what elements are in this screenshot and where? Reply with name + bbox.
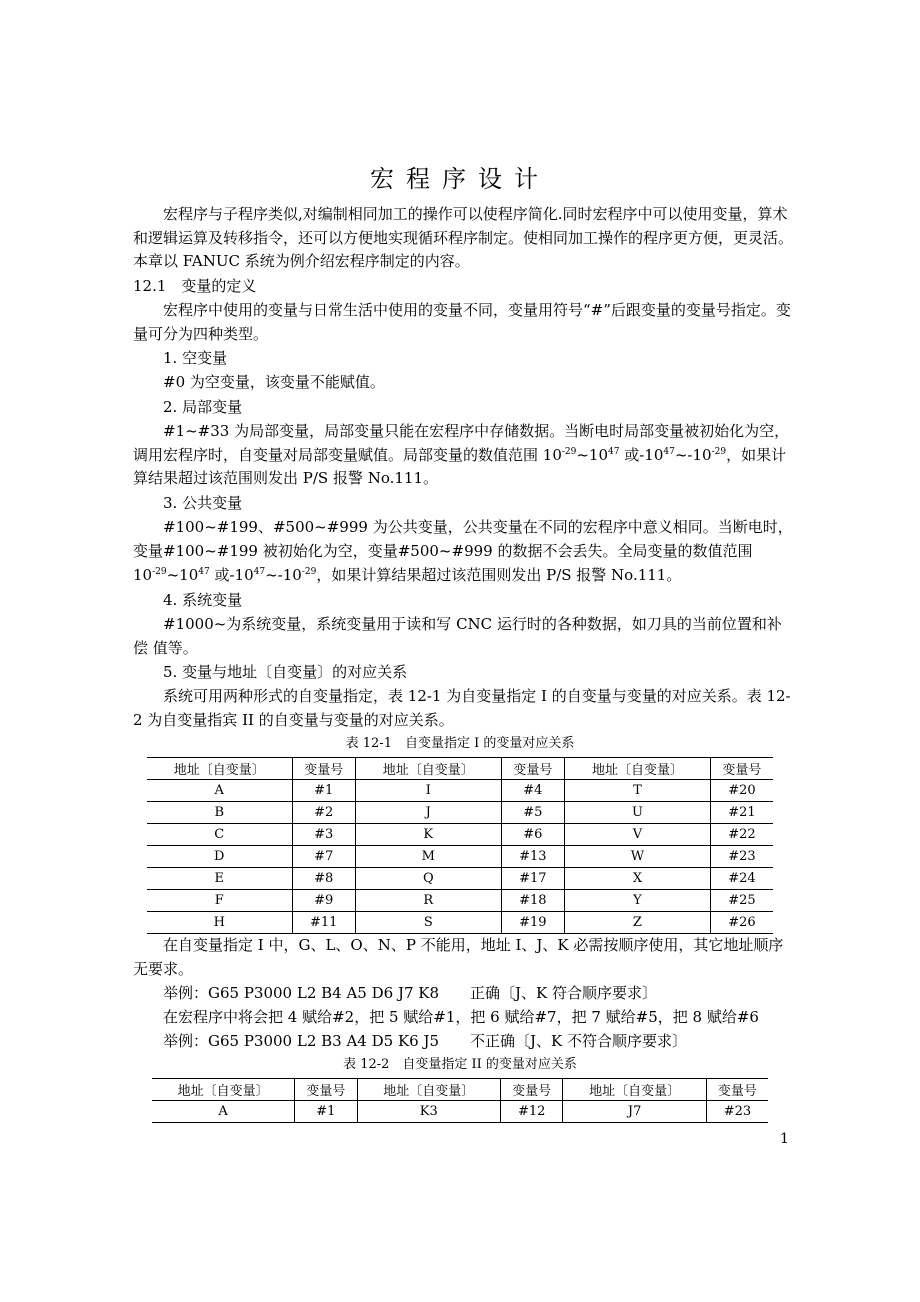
table-cell: T bbox=[565, 780, 711, 802]
table2-caption: 表 12-2 自变量指定 II 的变量对应关系 bbox=[343, 1057, 577, 1072]
page-title: 宏程序设计 bbox=[370, 165, 550, 193]
table-cell: X bbox=[565, 868, 711, 890]
table-cell: A bbox=[152, 1101, 295, 1123]
item1-text: #0 为空变量，该变量不能赋值。 bbox=[163, 373, 385, 391]
table-cell: #1 bbox=[292, 780, 355, 802]
example1-code: 举例：G65 P3000 L2 B4 A5 D6 J7 K8 bbox=[163, 984, 440, 1002]
table2-header: 变量号 bbox=[706, 1079, 768, 1101]
table2-header: 变量号 bbox=[295, 1079, 357, 1101]
example2-code: 举例：G65 P3000 L2 B3 A4 D5 K6 J5 bbox=[163, 1032, 440, 1050]
table-cell: K bbox=[355, 824, 501, 846]
table-cell: S bbox=[355, 912, 501, 934]
table-cell: J bbox=[355, 802, 501, 824]
table-cell: #23 bbox=[710, 846, 773, 868]
table-cell: F bbox=[147, 890, 292, 912]
item5-heading: 5. 变量与地址〔自变量〕的对应关系 bbox=[163, 663, 408, 681]
table-cell: A bbox=[147, 780, 292, 802]
item3-text: #100~#199、#500~#999 为公共变量，公共变量在不同的宏程序中意义相同。当断电时，变量#100~#199 被初始化为空，变量#500~#999 的数据不会丢失。全局变量的数值范围 bbox=[133, 518, 793, 560]
table-cell: #9 bbox=[292, 890, 355, 912]
table-cell: M bbox=[355, 846, 501, 868]
item2-text: #1~#33 为局部变量，局部变量只能在宏程序中存储数据。当断电时局部变量被初始化为空，调用宏程序时，自变量对局部变量赋值。局部变量的数值范围 $10^{-29}\sim 10^{47}$ 或$-10^{47}\sim-10^{-29}$，如果计算结果超过该范围则发出 P/S 报警 No.111。 bbox=[133, 422, 790, 487]
table1-header: 变量号 bbox=[501, 758, 564, 780]
item4-heading: 4. 系统变量 bbox=[163, 591, 243, 609]
table-cell: I bbox=[355, 780, 501, 802]
table-row bbox=[147, 802, 773, 824]
table2-header: 地址〔自变量〕 bbox=[357, 1079, 500, 1101]
example2-note: 不正确〔J、K 不符合顺序要求〕 bbox=[470, 1032, 687, 1050]
table-cell: #11 bbox=[292, 912, 355, 934]
intro-paragraph: 宏程序与子程序类似,对编制相同加工的操作可以使程序简化.同时宏程序中可以使用变量，算术和逻辑运算及转移指令，还可以方便地实现循环程序制定。使相同加工操作的程序更方便，更灵活。本章以 FANUC 系统为例介绍宏程序制定的内容。 bbox=[133, 205, 794, 270]
table-cell: #26 bbox=[710, 912, 773, 934]
table-cell: #13 bbox=[501, 846, 564, 868]
table-cell: #22 bbox=[710, 824, 773, 846]
table-cell: #8 bbox=[292, 868, 355, 890]
table1-header: 地址〔自变量〕 bbox=[565, 758, 711, 780]
table1-header-row bbox=[147, 758, 773, 780]
table-cell: #6 bbox=[501, 824, 564, 846]
item5-text: 系统可用两种形式的自变量指定，表 12-1 为自变量指定 I 的自变量与变量的对应关系。表 12-2 为自变量指宾 II 的自变量与变量的对应关系。 bbox=[133, 687, 791, 729]
table1 bbox=[147, 757, 773, 934]
table2-header: 变量号 bbox=[501, 1079, 563, 1101]
table-cell: H bbox=[147, 912, 292, 934]
table-row bbox=[147, 846, 773, 868]
item1-heading: 1. 空变量 bbox=[163, 349, 228, 367]
table-cell: #17 bbox=[501, 868, 564, 890]
table-cell: Z bbox=[565, 912, 711, 934]
table-cell: B bbox=[147, 802, 292, 824]
table-cell: R bbox=[355, 890, 501, 912]
table2-header-row bbox=[152, 1079, 768, 1101]
table-cell: V bbox=[565, 824, 711, 846]
section-intro: 宏程序中使用的变量与日常生活中使用的变量不同，变量用符号“#”后跟变量的变量号指定。变量可分为四种类型。 bbox=[133, 301, 791, 343]
item3-range: $10^{-29}\sim 10^{47}$ 或$-10^{47}\sim-10^{-29}$，如果计算结果超过该范围则发出 P/S 报警 No.111。 bbox=[133, 566, 682, 584]
table-cell: #19 bbox=[501, 912, 564, 934]
table-cell: #20 bbox=[710, 780, 773, 802]
table-cell: #1 bbox=[295, 1101, 357, 1123]
table-row bbox=[147, 912, 773, 934]
table2-header: 地址〔自变量〕 bbox=[563, 1079, 706, 1101]
table2-header: 地址〔自变量〕 bbox=[152, 1079, 295, 1101]
page-number: 1 bbox=[780, 1131, 789, 1147]
item3-heading: 3. 公共变量 bbox=[163, 494, 243, 512]
table1-header: 变量号 bbox=[710, 758, 773, 780]
table-cell: #2 bbox=[292, 802, 355, 824]
table1-header: 地址〔自变量〕 bbox=[147, 758, 292, 780]
table-cell: #23 bbox=[706, 1101, 768, 1123]
table-cell: Y bbox=[565, 890, 711, 912]
table-cell: K3 bbox=[357, 1101, 500, 1123]
table-cell: Q bbox=[355, 868, 501, 890]
table-cell: #3 bbox=[292, 824, 355, 846]
example1-desc: 在宏程序中将会把 4 赋给#2，把 5 赋给#1，把 6 赋给#7，把 7 赋给#5，把 8 赋给#6 bbox=[163, 1008, 759, 1026]
table1-caption: 表 12-1 自变量指定 I 的变量对应关系 bbox=[345, 736, 575, 751]
table-cell: C bbox=[147, 824, 292, 846]
table-cell: #7 bbox=[292, 846, 355, 868]
item2-heading: 2. 局部变量 bbox=[163, 398, 243, 416]
example1-note: 正确〔J、K 符合顺序要求〕 bbox=[470, 984, 657, 1002]
table-cell: #18 bbox=[501, 890, 564, 912]
table-cell: E bbox=[147, 868, 292, 890]
table-cell: D bbox=[147, 846, 292, 868]
table-cell: J7 bbox=[563, 1101, 706, 1123]
table1-header: 变量号 bbox=[292, 758, 355, 780]
table-row bbox=[147, 868, 773, 890]
table-cell: #5 bbox=[501, 802, 564, 824]
table-cell: #25 bbox=[710, 890, 773, 912]
table-cell: W bbox=[565, 846, 711, 868]
section-heading: 12.1 变量的定义 bbox=[133, 277, 257, 295]
table-row bbox=[147, 780, 773, 802]
table-row bbox=[147, 890, 773, 912]
table-cell: #21 bbox=[710, 802, 773, 824]
item4-text: #1000~为系统变量，系统变量用于读和写 CNC 运行时的各种数据，如刀具的当前位置和补偿 值等。 bbox=[133, 615, 782, 657]
table-cell: U bbox=[565, 802, 711, 824]
table1-header: 地址〔自变量〕 bbox=[355, 758, 501, 780]
table2 bbox=[152, 1078, 768, 1123]
after-table1-text: 在自变量指定 I 中，G、L、O、N、P 不能用，地址 I、J、K 必需按顺序使用，其它地址顺序无要求。 bbox=[133, 936, 784, 978]
table-cell: #4 bbox=[501, 780, 564, 802]
table-cell: #12 bbox=[501, 1101, 563, 1123]
table-cell: #24 bbox=[710, 868, 773, 890]
table-row bbox=[147, 824, 773, 846]
table-row bbox=[152, 1101, 768, 1123]
